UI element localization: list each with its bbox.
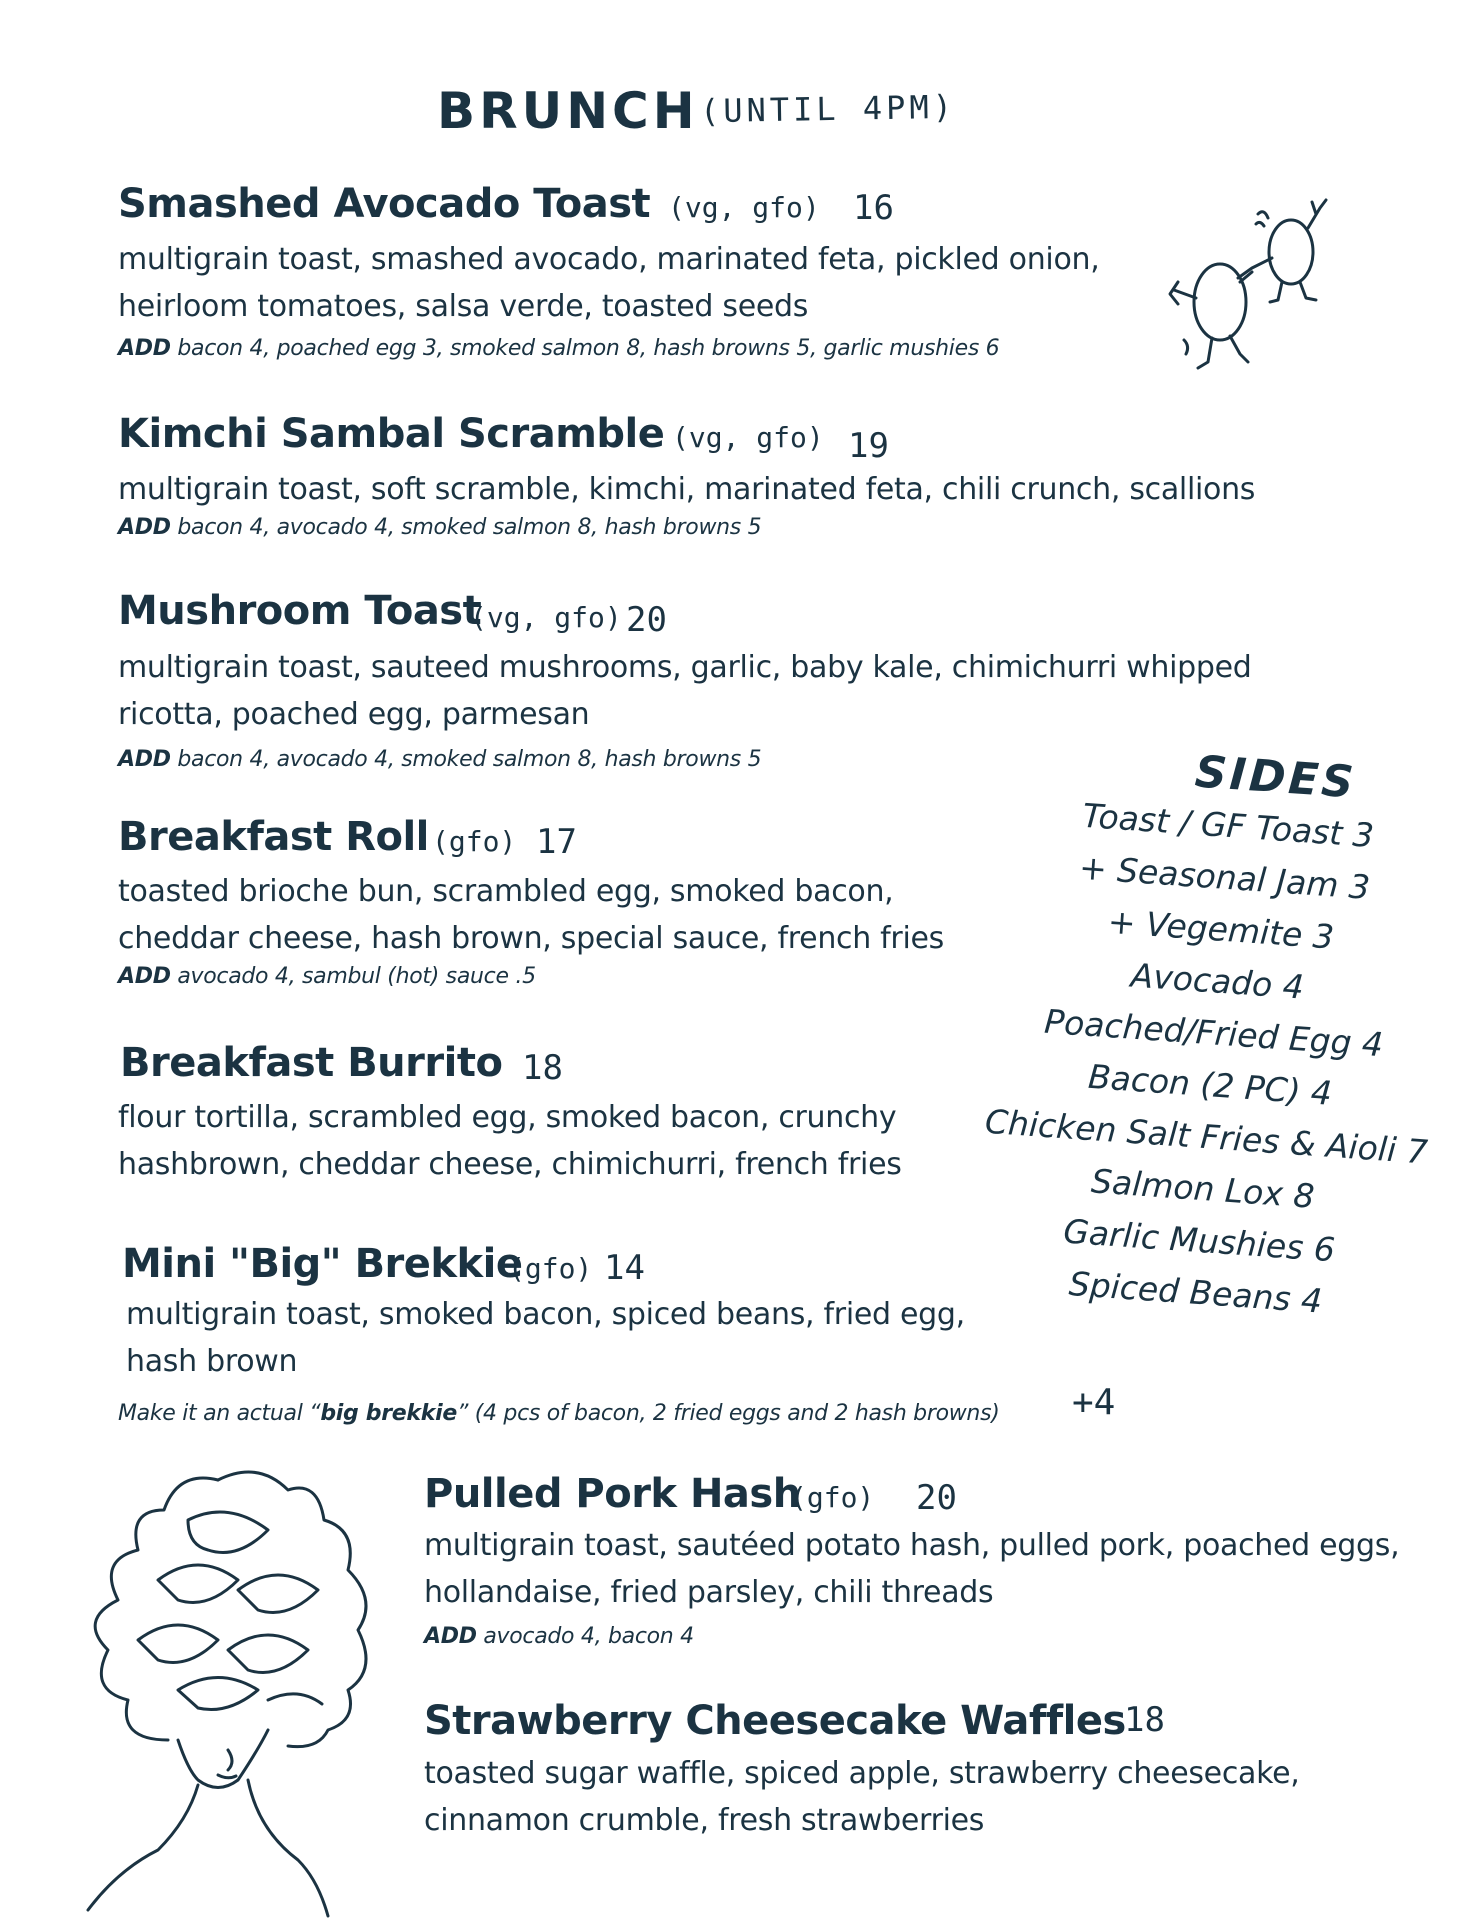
- item-name: Pulled Pork Hash: [424, 1471, 801, 1517]
- addon-label: ADD: [424, 1624, 477, 1649]
- item-tags: (gfo): [790, 1481, 875, 1514]
- item-addons: [118, 515, 761, 540]
- item-addons: [118, 964, 536, 989]
- note-post: ” (4 pcs of bacon, 2 fried eggs and 2 hash browns): [456, 1401, 1000, 1426]
- neck-right: [248, 1780, 328, 1916]
- side-item: Bacon (2 PC) 4: [1086, 1056, 1334, 1113]
- mushroom-cap-1: [188, 1512, 268, 1553]
- egg-right-body: [1269, 220, 1313, 284]
- item-price: 20: [626, 600, 667, 640]
- addon-label: ADD: [118, 964, 171, 989]
- item-name: Kimchi Sambal Scramble: [118, 411, 665, 457]
- item-tags: (vg, gfo): [470, 601, 622, 634]
- item-price: 14: [604, 1248, 645, 1288]
- item-price: 17: [536, 822, 577, 862]
- egg-left-body: [1194, 264, 1246, 340]
- page-subtitle: (UNTIL 4PM): [699, 87, 957, 131]
- item-description: toasted sugar waffle, spiced apple, strawberry cheesecake, cinnamon crumble, fresh strawberries: [424, 1756, 1300, 1838]
- addon-text: bacon 4, avocado 4, smoked salmon 8, hash browns 5: [177, 515, 762, 540]
- item-description: multigrain toast, smashed avocado, marinated feta, pickled onion, heirloom tomatoes, salsa verde, toasted seeds: [118, 242, 1100, 324]
- upgrade-price: +4: [1072, 1382, 1116, 1423]
- addon-label: ADD: [118, 515, 171, 540]
- item-name: Breakfast Burrito: [120, 1040, 503, 1086]
- addon-label: ADD: [118, 336, 171, 361]
- note-pre: Make it an actual “: [118, 1401, 321, 1426]
- item-description: toasted brioche bun, scrambled egg, smoked bacon, cheddar cheese, hash brown, special sauce, french fries: [118, 874, 944, 956]
- item-description: multigrain toast, smoked bacon, spiced beans, fried egg, hash brown: [126, 1297, 965, 1379]
- motion-lines: [1256, 212, 1268, 226]
- sides-title: SIDES: [1193, 746, 1358, 809]
- side-item: Spiced Beans 4: [1067, 1263, 1324, 1321]
- item-price: 20: [916, 1478, 957, 1518]
- mushroom-cap-2: [158, 1565, 238, 1603]
- item-addons: [118, 336, 999, 361]
- mushroom-head-drawing: [68, 1450, 388, 1920]
- note-bold: big brekkie: [320, 1401, 457, 1426]
- side-item: Salmon Lox 8: [1089, 1161, 1316, 1216]
- item-name: Strawberry Cheesecake Waffles: [424, 1698, 1126, 1744]
- mushroom-cap-6: [178, 1678, 258, 1710]
- side-item: Toast / GF Toast 3: [1081, 795, 1376, 856]
- addon-text: avocado 4, sambul (hot) sauce .5: [177, 964, 536, 989]
- side-item: Garlic Mushies 6: [1062, 1211, 1337, 1270]
- item-price: 16: [853, 188, 894, 228]
- item-price: 18: [522, 1048, 563, 1088]
- side-item: + Seasonal Jam 3: [1077, 847, 1372, 907]
- side-item: Chicken Salt Fries & Aioli 7: [983, 1101, 1430, 1172]
- addon-text: bacon 4, poached egg 3, smoked salmon 8, hash browns 5, garlic mushies 6: [177, 336, 1000, 361]
- face-outline: [178, 1730, 268, 1788]
- mushroom-gill: [268, 1694, 322, 1704]
- item-name: Smashed Avocado Toast: [118, 181, 651, 227]
- mushroom-cap-3: [238, 1575, 318, 1613]
- sides-list: [964, 784, 1459, 1335]
- item-description: multigrain toast, sauteed mushrooms, garlic, baby kale, chimichurri whipped ricotta, poached egg, parmesan: [118, 650, 1252, 732]
- neck-left: [88, 1785, 198, 1910]
- addon-text: avocado 4, bacon 4: [483, 1624, 694, 1649]
- face-nose-mouth: [218, 1750, 236, 1778]
- mushroom-outline-left: [95, 1478, 218, 1740]
- mushroom-cap-5: [228, 1635, 308, 1673]
- mushroom-cap-4: [138, 1625, 218, 1663]
- egg-right-arm: [1238, 258, 1272, 278]
- addon-label: ADD: [118, 747, 171, 772]
- side-item: Avocado 4: [1129, 955, 1306, 1007]
- item-name: Mini "Big" Brekkie: [122, 1241, 523, 1287]
- side-item: + Vegemite 3: [1106, 901, 1336, 957]
- item-tags: (gfo): [508, 1252, 593, 1285]
- item-description: multigrain toast, soft scramble, kimchi, marinated feta, chili crunch, scallions: [118, 472, 1256, 507]
- item-name: Breakfast Roll: [118, 814, 429, 860]
- item-tags: (vg, gfo): [668, 191, 820, 224]
- egg-left-arm: [1170, 282, 1196, 304]
- motion-lines-2: [1184, 340, 1188, 354]
- item-price: 18: [1124, 1700, 1165, 1740]
- item-addons: [424, 1624, 694, 1649]
- item-tags: (vg, gfo): [672, 421, 824, 454]
- addon-text: bacon 4, avocado 4, smoked salmon 8, hash browns 5: [177, 747, 762, 772]
- page-title: BRUNCH: [437, 82, 699, 140]
- item-addons: [118, 747, 761, 772]
- item-name: Mushroom Toast: [118, 588, 482, 634]
- side-item: Poached/Fried Egg 4: [1043, 1001, 1385, 1065]
- item-tags: (gfo): [432, 825, 517, 858]
- upgrade-note: [118, 1401, 1000, 1426]
- item-description: flour tortilla, scrambled egg, smoked bacon, crunchy hashbrown, cheddar cheese, chimichurri, french fries: [118, 1100, 902, 1182]
- dancing-eggs-drawing: [1160, 190, 1360, 390]
- item-description: multigrain toast, sautéed potato hash, pulled pork, poached eggs, hollandaise, fried parsley, chili threads: [424, 1528, 1400, 1610]
- egg-right-arm-up: [1308, 200, 1326, 228]
- item-price: 19: [848, 426, 889, 466]
